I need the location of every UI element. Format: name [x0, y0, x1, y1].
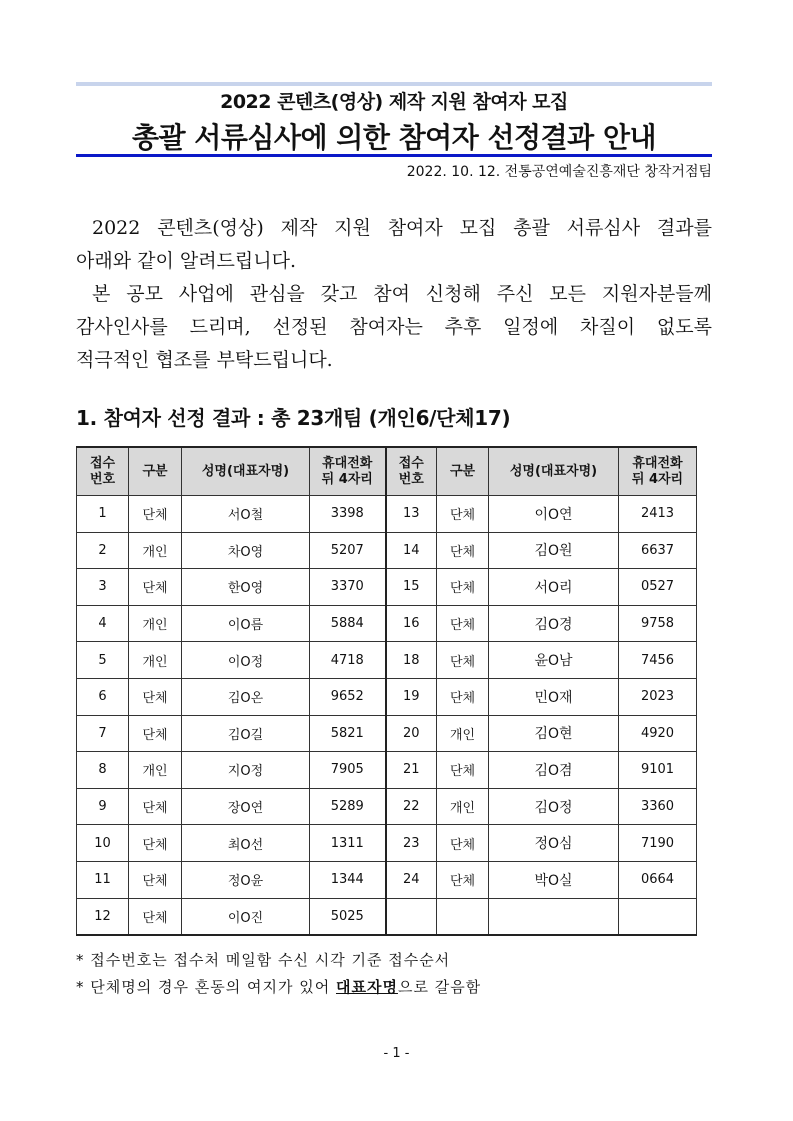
header-blue-rule [76, 154, 712, 157]
cell-no: 14 [386, 532, 437, 569]
date-and-department: 2022. 10. 12. 전통공연예술진흥재단 창작거점팀 [406, 164, 712, 180]
cell-name: 서O리 [489, 569, 619, 606]
header-top-rule [76, 82, 712, 86]
table-row [77, 678, 697, 715]
cell-no: 21 [386, 752, 437, 789]
cell-name: 최O선 [182, 825, 310, 862]
cell-no: 19 [386, 678, 437, 715]
cell-phone: 0664 [619, 861, 697, 898]
cell-name: 이O름 [182, 605, 310, 642]
cell-name: 김O정 [489, 788, 619, 825]
cell-name: 정O심 [489, 825, 619, 862]
cell-no: 2 [77, 532, 129, 569]
cell-no [386, 898, 437, 935]
table-row [77, 898, 697, 935]
cell-phone: 5289 [310, 788, 386, 825]
intro-line-2: 아래와 같이 알려드립니다. [76, 250, 297, 272]
cell-type: 단체 [437, 861, 489, 898]
table-row [77, 605, 697, 642]
header-no: 접수 번호 [77, 447, 129, 496]
note2-text-end: 으로 갈음함 [397, 978, 482, 996]
cell-phone: 9652 [310, 678, 386, 715]
cell-no: 18 [386, 642, 437, 679]
cell-no: 10 [77, 825, 129, 862]
cell-type: 단체 [129, 496, 182, 533]
cell-type: 단체 [129, 569, 182, 606]
cell-no: 3 [77, 569, 129, 606]
cell-name: 김O온 [182, 678, 310, 715]
table-row [77, 532, 697, 569]
table-row [77, 788, 697, 825]
cell-phone: 0527 [619, 569, 697, 606]
header-no: 접수 번호 [386, 447, 437, 496]
header-phone: 휴대전화 뒤 4자리 [310, 447, 386, 496]
cell-no: 16 [386, 605, 437, 642]
cell-phone: 3398 [310, 496, 386, 533]
cell-name: 이O정 [182, 642, 310, 679]
cell-no: 15 [386, 569, 437, 606]
cell-type: 단체 [129, 788, 182, 825]
cell-phone: 9758 [619, 605, 697, 642]
cell-type: 단체 [129, 825, 182, 862]
cell-name: 윤O남 [489, 642, 619, 679]
document-title: 총괄 서류심사에 의한 참여자 선정결과 안내 [131, 121, 657, 154]
intro-line-3: 본 공모 사업에 관심을 갖고 참여 신청해 주신 모든 지원자분들께 [92, 283, 712, 305]
cell-type: 단체 [437, 678, 489, 715]
cell-phone: 1344 [310, 861, 386, 898]
cell-type: 단체 [437, 605, 489, 642]
cell-no: 1 [77, 496, 129, 533]
table-row [77, 861, 697, 898]
cell-type: 개인 [437, 788, 489, 825]
cell-type: 개인 [129, 642, 182, 679]
cell-type: 단체 [129, 678, 182, 715]
cell-phone: 5025 [310, 898, 386, 935]
cell-phone: 4920 [619, 715, 697, 752]
cell-type: 단체 [437, 532, 489, 569]
cell-name: 김O원 [489, 532, 619, 569]
table-row [77, 642, 697, 679]
note2-text: * 단체명의 경우 혼동의 여지가 있어 [76, 978, 336, 996]
table-row [77, 825, 697, 862]
cell-phone: 4718 [310, 642, 386, 679]
cell-type: 단체 [437, 642, 489, 679]
cell-no: 8 [77, 752, 129, 789]
cell-no: 11 [77, 861, 129, 898]
cell-type: 단체 [129, 715, 182, 752]
cell-phone: 1311 [310, 825, 386, 862]
cell-name: 민O재 [489, 678, 619, 715]
header-name: 성명(대표자명) [489, 447, 619, 496]
cell-no: 22 [386, 788, 437, 825]
intro-line-4: 감사인사를 드리며, 선정된 참여자는 추후 일정에 차질이 없도록 [76, 316, 712, 338]
cell-type: 단체 [437, 825, 489, 862]
cell-name: 김O경 [489, 605, 619, 642]
cell-phone: 7190 [619, 825, 697, 862]
cell-type: 개인 [129, 532, 182, 569]
results-table [76, 446, 697, 936]
cell-no: 9 [77, 788, 129, 825]
cell-name: 차O영 [182, 532, 310, 569]
cell-phone: 7905 [310, 752, 386, 789]
document-subtitle: 2022 콘텐츠(영상) 제작 지원 참여자 모집 [220, 91, 568, 113]
cell-no: 4 [77, 605, 129, 642]
cell-type [437, 898, 489, 935]
cell-name: 박O실 [489, 861, 619, 898]
header-phone: 휴대전화 뒤 4자리 [619, 447, 697, 496]
cell-no: 7 [77, 715, 129, 752]
cell-type: 개인 [437, 715, 489, 752]
cell-phone: 6637 [619, 532, 697, 569]
cell-type: 개인 [129, 605, 182, 642]
table-row [77, 752, 697, 789]
cell-phone: 3360 [619, 788, 697, 825]
table-row [77, 496, 697, 533]
cell-name: 정O윤 [182, 861, 310, 898]
intro-line-1: 2022 콘텐츠(영상) 제작 지원 참여자 모집 총괄 서류심사 결과를 [92, 217, 712, 239]
cell-name: 김O현 [489, 715, 619, 752]
table-row [77, 715, 697, 752]
cell-no: 23 [386, 825, 437, 862]
table-header-row [77, 447, 697, 496]
cell-phone: 3370 [310, 569, 386, 606]
cell-no: 24 [386, 861, 437, 898]
cell-type: 개인 [129, 752, 182, 789]
cell-phone: 9101 [619, 752, 697, 789]
cell-phone: 5884 [310, 605, 386, 642]
cell-type: 단체 [437, 569, 489, 606]
section-title: 1. 참여자 선정 결과 : 총 23개팀 (개인6/단체17) [76, 406, 511, 430]
cell-type: 단체 [129, 861, 182, 898]
cell-name: 이O진 [182, 898, 310, 935]
cell-no: 5 [77, 642, 129, 679]
note2-emphasis: 대표자명 [335, 978, 398, 996]
cell-type: 단체 [129, 898, 182, 935]
cell-phone: 5207 [310, 532, 386, 569]
cell-phone: 5821 [310, 715, 386, 752]
cell-type: 단체 [437, 496, 489, 533]
cell-type: 단체 [437, 752, 489, 789]
cell-phone: 7456 [619, 642, 697, 679]
cell-no: 20 [386, 715, 437, 752]
cell-name: 서O철 [182, 496, 310, 533]
cell-phone [619, 898, 697, 935]
header-type: 구분 [129, 447, 182, 496]
cell-name: 김O겸 [489, 752, 619, 789]
note-receipt-order: * 접수번호는 접수처 메일함 수신 시각 기준 접수순서 [76, 951, 451, 969]
cell-name: 김O길 [182, 715, 310, 752]
table-row [77, 569, 697, 606]
page-number: - 1 - [383, 1046, 410, 1061]
cell-name: 이O연 [489, 496, 619, 533]
cell-name [489, 898, 619, 935]
cell-no: 13 [386, 496, 437, 533]
cell-phone: 2023 [619, 678, 697, 715]
cell-phone: 2413 [619, 496, 697, 533]
cell-name: 장O연 [182, 788, 310, 825]
header-type: 구분 [437, 447, 489, 496]
cell-no: 6 [77, 678, 129, 715]
header-name: 성명(대표자명) [182, 447, 310, 496]
intro-line-5: 적극적인 협조를 부탁드립니다. [76, 349, 333, 371]
cell-name: 한O영 [182, 569, 310, 606]
cell-no: 12 [77, 898, 129, 935]
note-representative-name [76, 976, 481, 997]
cell-name: 지O정 [182, 752, 310, 789]
